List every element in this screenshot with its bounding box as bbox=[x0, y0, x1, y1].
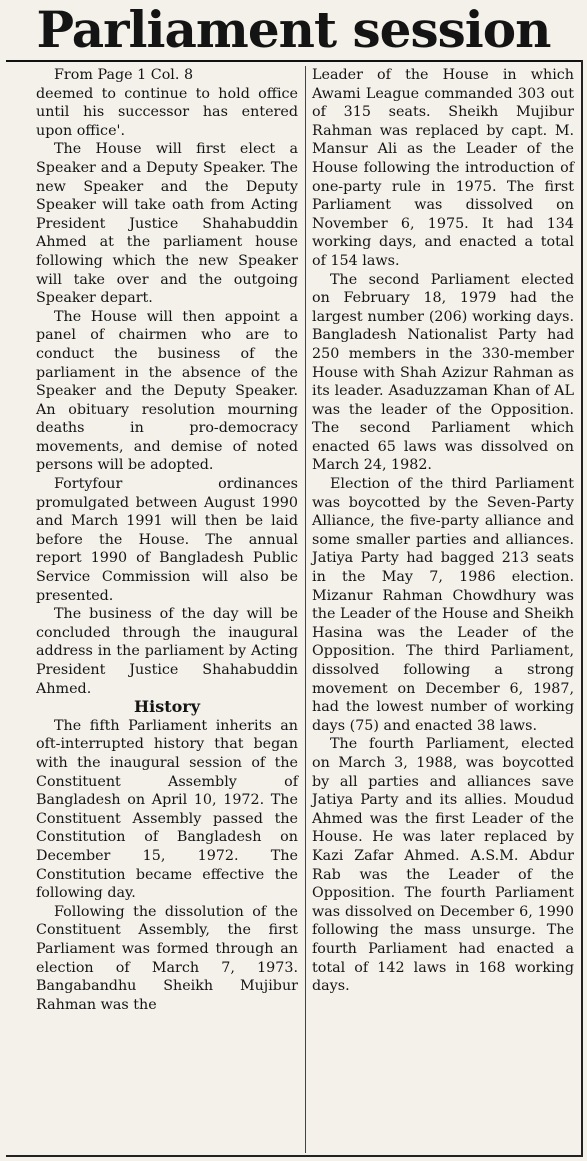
paragraph: Election of the third Parliament was boycotted by the Seven-Party Alliance, the five-party alliance and some smaller parties and alliances. Jatiya Party had bagged 213 seats in the May 7, 1986 election. Mizanur Rahman Chowdhury was the Leader of the House and Sheikh Hasina was the Leader of the Opposition. The third Parliament, dissolved following a strong movement on December 6, 1987, had the lowest number of working days (75) and enacted 38 laws. bbox=[312, 476, 574, 734]
headline: Parliament session bbox=[36, 0, 551, 59]
paragraph: Leader of the House in which Awami League commanded 303 out of 315 seats. Sheikh Mujibur Rahman was replaced by capt. M. Mansur Ali as the Leader of the House following the introduction of one-party rule in 1975. The first Parliament was dissolved on November 6, 1975. It had 134 working days, and enacted a total of 154 laws. bbox=[312, 67, 574, 269]
paragraph: The House will first elect a Speaker and a Deputy Speaker. The new Speaker and the Deputy Speaker will take oath from Acting President Justice Shahabuddin Ahmed at the parliament house following which the new Speaker will take over and the outgoing Speaker depart. bbox=[36, 141, 298, 307]
paragraph: The fourth Parliament, elected on March 3, 1988, was boycotted by all parties and alliances save Jatiya Party and its allies. Moudud Ahmed was the first Leader of the House. He was later replaced by Kazi Zafar Ahmed. A.S.M. Abdur Rab was the Leader of the Opposition. The fourth Parliament was dissolved on December 6, 1990 following the mass unsurge. The fourth Parliament had enacted a total of 142 laws in 168 working days. bbox=[312, 736, 574, 995]
bottom-border bbox=[6, 1155, 583, 1157]
right-border bbox=[581, 60, 583, 1157]
column-divider bbox=[305, 66, 306, 1153]
paragraph: deemed to continue to hold office until his successor has entered upon office'. bbox=[36, 85, 298, 139]
left-column bbox=[36, 66, 298, 1014]
paragraph: The House will then appoint a panel of chairmen who are to conduct the business of the parliament in the absence of the Speaker and the Deputy Speaker. An obituary resolution mourning deaths in pro-democracy movements, and demise of noted persons will be adopted. bbox=[36, 308, 298, 474]
paragraph: The fifth Parliament inherits an oft-interrupted history that began with the inaugural session of the Constituent Assembly of Bangladesh on April 10, 1972. The Constituent Assembly passed the Constitution of Bangladesh on December 15, 1972. The Constitution became effective the following day. bbox=[36, 717, 298, 902]
jump-line: From Page 1 Col. 8 bbox=[54, 67, 194, 83]
right-column bbox=[312, 66, 574, 996]
paragraph: Fortyfour ordinances promulgated between August 1990 and March 1991 will then be laid before the House. The annual report 1990 of Bangladesh Public Service Commission will also be presented. bbox=[36, 476, 298, 604]
headline-rule bbox=[6, 60, 581, 62]
paragraph: Following the dissolution of the Constituent Assembly, the first Parliament was formed through an election of March 7, 1973. Bangabandhu Sheikh Mujibur Rahman was the bbox=[36, 903, 298, 1013]
paragraph: The business of the day will be concluded through the inaugural address in the parliament by Acting President Justice Shahabuddin Ahmed. bbox=[36, 606, 298, 697]
section-subhead: History bbox=[134, 697, 200, 717]
paragraph: The second Parliament elected on February 18, 1979 had the largest number (206) working days. Bangladesh Nationalist Party had 250 members in the 330-member House with Shah Azizur Rahman as its leader. Asaduzzaman Khan of AL was the leader of the Opposition. The second Parliament which enacted 65 laws was dissolved on March 24, 1982. bbox=[312, 271, 574, 474]
